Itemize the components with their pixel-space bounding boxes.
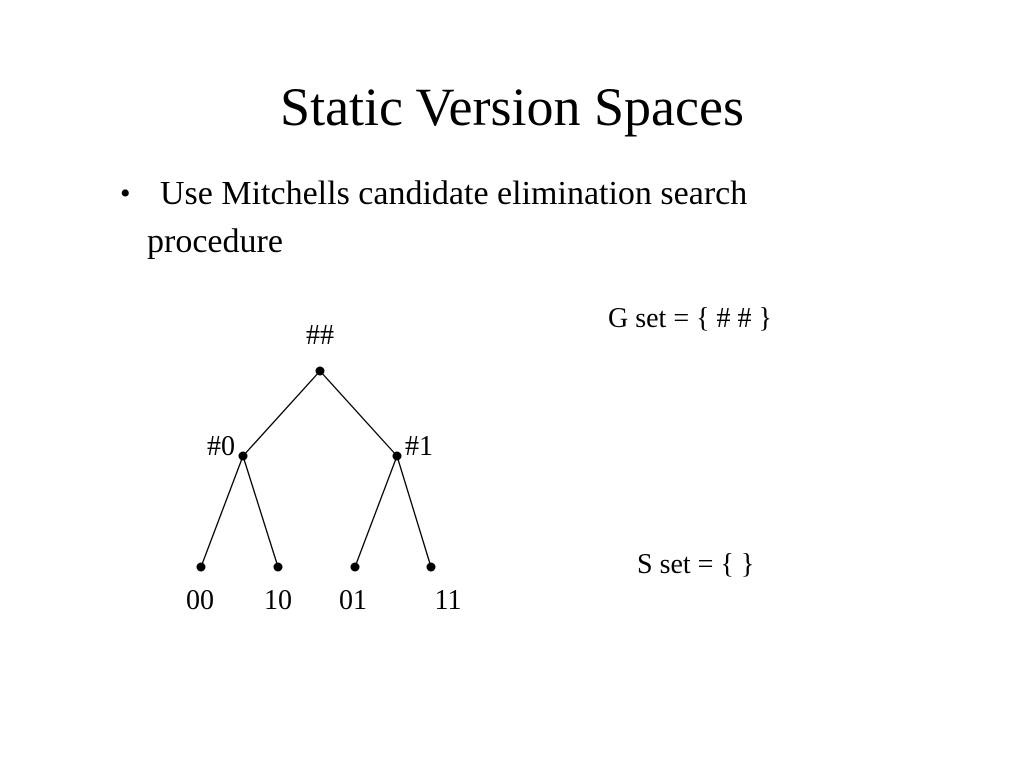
g-set-label: G set = { # # }: [608, 303, 772, 334]
bullet-marker: •: [120, 177, 131, 210]
tree-node-hash1: [393, 452, 402, 461]
tree-node-01: [351, 563, 360, 572]
tree-edge-right-01: [355, 456, 397, 567]
tree-label-hash1: #1: [405, 431, 433, 462]
tree-node-hash0: [239, 452, 248, 461]
tree-edge-left-00: [201, 456, 243, 567]
tree-node-10: [274, 563, 283, 572]
tree-label-root: ##: [306, 320, 334, 351]
tree-label-11: 11: [434, 585, 462, 616]
tree-label-00: 00: [186, 585, 214, 616]
slide-title: Static Version Spaces: [280, 77, 744, 137]
tree-edge-right-11: [397, 456, 431, 567]
tree-edge-root-right: [320, 371, 397, 456]
tree-node-11: [427, 563, 436, 572]
tree-node-00: [197, 563, 206, 572]
bullet-text: Use Mitchells candidate elimination search procedure: [147, 175, 748, 260]
tree-label-01: 01: [339, 585, 367, 616]
tree-label-10: 10: [264, 585, 292, 616]
tree-node-root: [316, 367, 325, 376]
tree-edge-root-left: [243, 371, 320, 456]
s-set-label: S set = { }: [637, 549, 755, 580]
tree-edge-left-10: [243, 456, 278, 567]
tree-label-hash0: #0: [207, 431, 235, 462]
